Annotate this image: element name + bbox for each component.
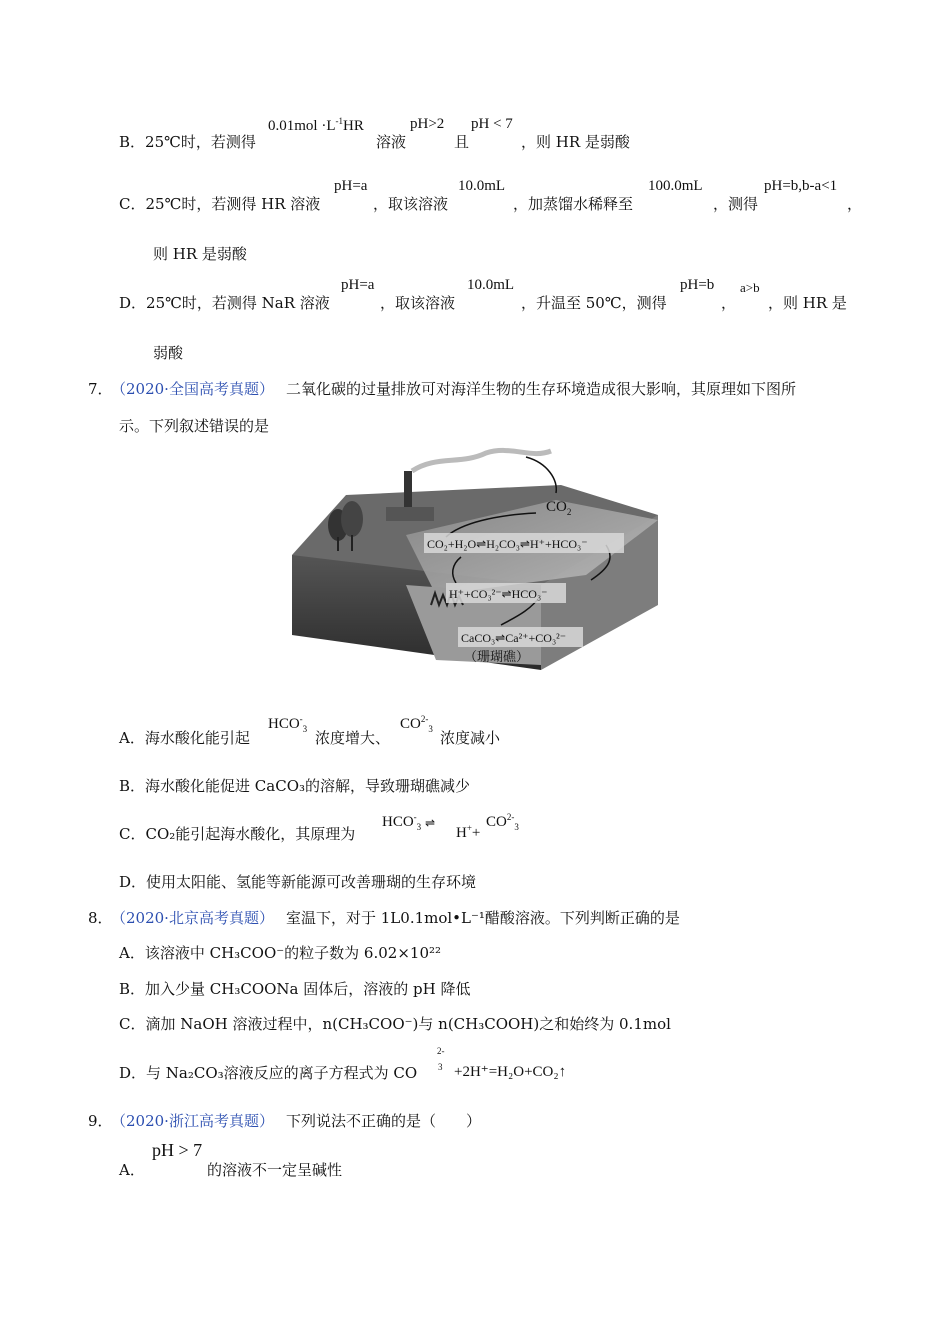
q6-c-label: C．25℃时，若测得 HR 溶液 xyxy=(119,195,321,213)
tree-trunk xyxy=(337,537,339,551)
q6-b-math-2: pH>2 xyxy=(410,116,445,132)
q6-b-text-2: 溶液 xyxy=(376,133,407,151)
question-stem: 下列说法不正确的是（ ） xyxy=(286,1112,482,1130)
q6-c-text-4: ，测得 xyxy=(713,195,759,213)
q6-c-math-1: pH=a xyxy=(334,178,368,194)
q8-d-sup: 2- xyxy=(437,1046,445,1056)
q7-a-math-1: $HCO^-_3$ xyxy=(268,714,308,734)
q6-c-math-4: pH=b,b-a<1 xyxy=(764,178,838,194)
q6-d-text-3: ，升温至 50℃，测得 xyxy=(521,294,667,312)
question-number: 8． xyxy=(88,909,113,927)
question-stem: 室温下，对于 1L0.1mol•L⁻¹醋酸溶液。下列判断正确的是 xyxy=(286,909,680,927)
q6-b-text-4: ，则 HR 是弱酸 xyxy=(521,133,630,151)
q7-a-text-3: 浓度减小 xyxy=(440,729,501,747)
q6-c-math-2: 10.0mL xyxy=(458,178,506,194)
q9-a-tail: 的溶液不一定呈碱性 xyxy=(207,1161,343,1179)
q6-d-text-4: ， xyxy=(721,294,737,312)
q6-d-math-1: pH=a xyxy=(341,277,375,293)
q6-b-label: B．25℃时，若测得 xyxy=(119,133,256,151)
q9-a-math: pH > 7 xyxy=(152,1140,203,1160)
q7-c-math-1: $HCO^-_3$ xyxy=(382,812,422,832)
q7-c-label: C．CO₂能引起海水酸化，其原理为 xyxy=(119,825,356,843)
question-source: （2020·全国高考真题） xyxy=(111,380,274,398)
coral-reef-label: （珊瑚礁） xyxy=(464,650,530,665)
q7-a-math-2: $CO^{2-}_3$ xyxy=(400,714,433,734)
q6-b-math-3: pH < 7 xyxy=(471,116,513,132)
q8-d-label: D．与 Na₂CO₃溶液反应的离子方程式为 CO xyxy=(119,1064,418,1082)
tree-icon xyxy=(341,501,363,537)
question-number: 9． xyxy=(88,1112,113,1130)
q6-d-continuation: 弱酸 xyxy=(153,344,184,362)
q7-option-d: D．使用太阳能、氢能等新能源可改善珊瑚的生存环境 xyxy=(119,873,477,891)
question-source: （2020·浙江高考真题） xyxy=(111,1112,274,1130)
q6-b-math-1: $0.01mol \cdot L^{-1}HR$ xyxy=(268,116,364,134)
q8-option-c: C．滴加 NaOH 溶液过程中，n(CH₃COO⁻)与 n(CH₃COOH)之和始终为 0.1mol xyxy=(119,1015,671,1033)
ocean-acidification-diagram xyxy=(286,445,666,685)
q6-c-text-2: ，取该溶液 xyxy=(373,195,449,213)
smoke-icon xyxy=(412,450,551,471)
q6-c-continuation: 则 HR 是弱酸 xyxy=(153,245,247,263)
q7-c-math-2: H++ xyxy=(456,823,481,841)
q8-d-tail: +2H⁺=H₂O+CO₂↑ xyxy=(454,1064,567,1080)
question-stem-continuation: 示。下列叙述错误的是 xyxy=(119,417,270,435)
q7-option-b: B．海水酸化能促进 CaCO₃的溶解，导致珊瑚礁减少 xyxy=(119,777,471,795)
q6-d-text-5: ，则 HR 是 xyxy=(768,294,847,312)
q8-option-b: B．加入少量 CH₃COONa 固体后，溶液的 pH 降低 xyxy=(119,980,471,998)
q6-d-math-2: 10.0mL xyxy=(467,277,515,293)
question-number: 7． xyxy=(88,380,113,398)
q8-d-sub: 3 xyxy=(438,1062,443,1072)
equation-2: H⁺+CO₃²⁻⇌HCO₃⁻ xyxy=(449,587,548,601)
co2-label: $CO_2$ xyxy=(546,499,572,517)
question-source: （2020·北京高考真题） xyxy=(111,909,274,927)
chimney-icon xyxy=(404,471,412,511)
q6-c-text-3: ，加蒸馏水稀释至 xyxy=(513,195,634,213)
q6-d-math-3: pH=b xyxy=(680,277,715,293)
question-stem: 二氧化碳的过量排放可对海洋生物的生存环境造成很大影响，其原理如下图所 xyxy=(286,380,797,398)
equation-1: CO₂+H₂O⇌H₂CO₃⇌H⁺+HCO₃⁻ xyxy=(427,537,588,551)
q6-b-text-3: 且 xyxy=(454,133,470,151)
q7-c-math-3: $CO^{2-}_3$ xyxy=(486,812,519,832)
factory-icon xyxy=(386,507,434,521)
q7-a-text-2: 浓度增大、 xyxy=(315,729,391,747)
q8-option-a: A．该溶液中 CH₃COO⁻的粒子数为 6.02×10²² xyxy=(119,944,442,962)
q6-c-math-3: 100.0mL xyxy=(648,178,703,194)
q7-a-label: A．海水酸化能引起 xyxy=(119,729,250,747)
q6-c-text-5: ， xyxy=(847,195,863,213)
q6-d-math-4: a>b xyxy=(740,280,760,295)
equilibrium-arrow-icon: ⇌ xyxy=(425,816,436,830)
tree-trunk xyxy=(351,535,353,551)
q6-d-text-2: ，取该溶液 xyxy=(380,294,456,312)
q6-d-label: D．25℃时，若测得 NaR 溶液 xyxy=(119,294,330,312)
equation-3: CaCO₃⇌Ca²⁺+CO₃²⁻ xyxy=(461,631,567,645)
q9-a-label: A． xyxy=(119,1161,145,1179)
